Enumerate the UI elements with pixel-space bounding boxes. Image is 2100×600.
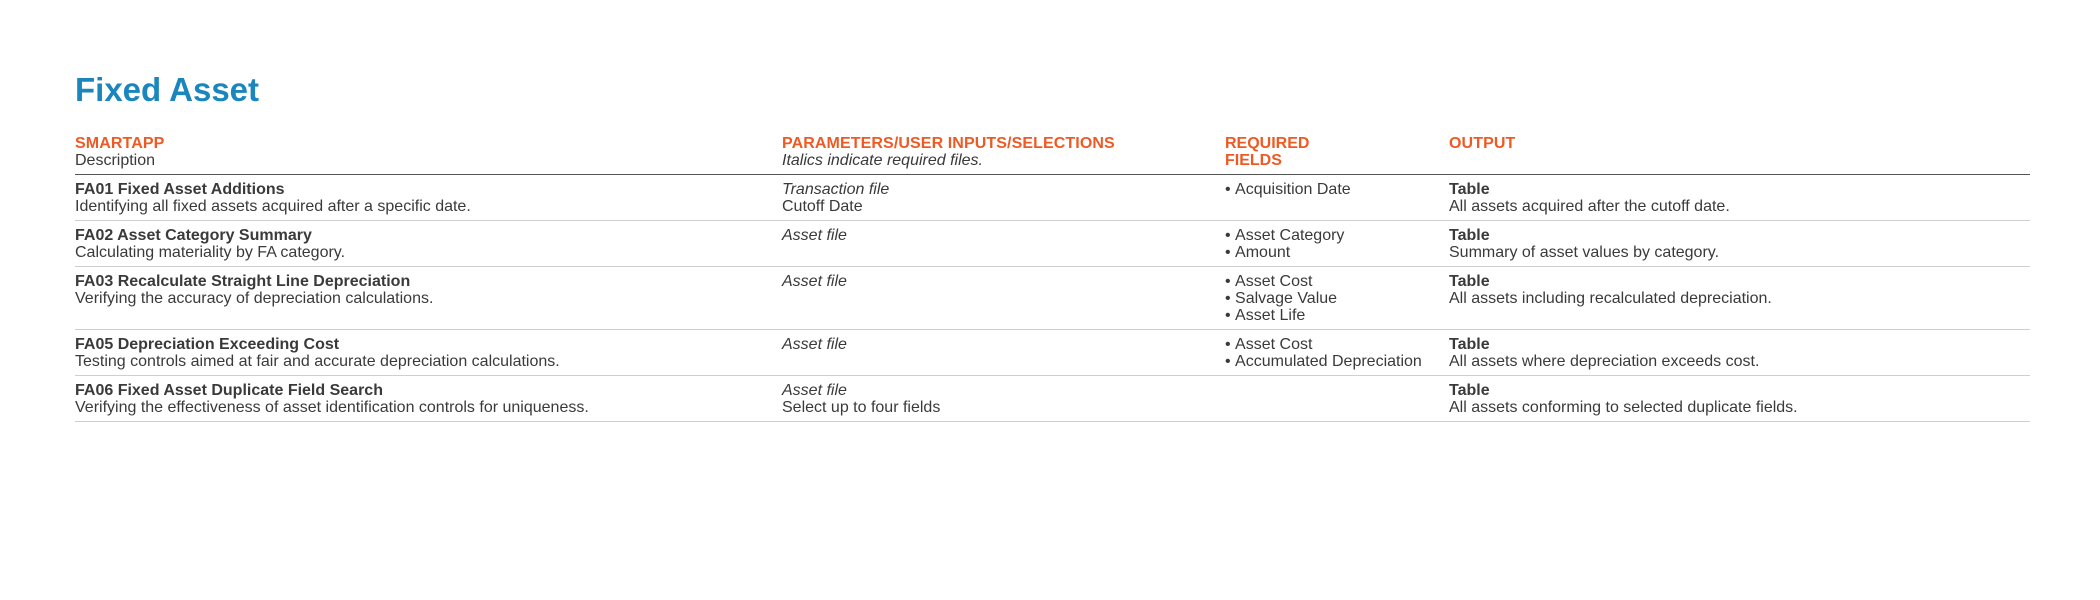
output-type: Table bbox=[1449, 181, 1490, 198]
params-cell bbox=[782, 227, 1225, 261]
table-row bbox=[75, 267, 2030, 330]
output-description: All assets including recalculated depreciation. bbox=[1449, 290, 1772, 307]
required-field: • Asset Cost bbox=[1225, 273, 1449, 290]
output-cell bbox=[1449, 227, 2030, 261]
output-cell bbox=[1449, 181, 2030, 215]
params-cell bbox=[782, 336, 1225, 370]
required-field: • Asset Life bbox=[1225, 307, 1449, 324]
param-file: Asset file bbox=[782, 227, 847, 244]
required-field: • Salvage Value bbox=[1225, 290, 1449, 307]
header-smartapp bbox=[75, 135, 782, 169]
header-params bbox=[782, 135, 1225, 169]
table-row bbox=[75, 330, 2030, 376]
output-cell bbox=[1449, 336, 2030, 370]
required-fields-list bbox=[1225, 227, 1449, 261]
smartapp-name: FA01 Fixed Asset Additions bbox=[75, 181, 285, 198]
smartapp-name: FA05 Depreciation Exceeding Cost bbox=[75, 336, 340, 353]
page-title: Fixed Asset bbox=[75, 71, 260, 108]
header-required-line2: FIELDS bbox=[1225, 152, 1282, 169]
param-file: Asset file bbox=[782, 273, 847, 290]
smartapp-name: FA03 Recalculate Straight Line Depreciation bbox=[75, 273, 411, 290]
output-type: Table bbox=[1449, 336, 1490, 353]
smartapp-name: FA06 Fixed Asset Duplicate Field Search bbox=[75, 382, 383, 399]
output-description: All assets conforming to selected duplicate fields. bbox=[1449, 399, 1798, 416]
smartapp-cell bbox=[75, 382, 782, 416]
required-field: • Acquisition Date bbox=[1225, 181, 1449, 198]
param-extra: Cutoff Date bbox=[782, 198, 863, 215]
required-cell bbox=[1225, 273, 1449, 324]
header-required bbox=[1225, 135, 1449, 169]
smartapp-description: Identifying all fixed assets acquired after a specific date. bbox=[75, 198, 471, 215]
output-type: Table bbox=[1449, 382, 1490, 399]
output-type: Table bbox=[1449, 273, 1490, 290]
header-smartapp-title: SMARTAPP bbox=[75, 135, 165, 152]
required-field: • Amount bbox=[1225, 244, 1449, 261]
params-cell bbox=[782, 273, 1225, 324]
output-description: All assets acquired after the cutoff date. bbox=[1449, 198, 1730, 215]
output-cell bbox=[1449, 382, 2030, 416]
required-fields-list bbox=[1225, 181, 1449, 198]
smartapp-cell bbox=[75, 336, 782, 370]
smartapp-description: Calculating materiality by FA category. bbox=[75, 244, 346, 261]
params-cell bbox=[782, 382, 1225, 416]
output-type: Table bbox=[1449, 227, 1490, 244]
table-header-row bbox=[75, 135, 2030, 175]
table-row bbox=[75, 175, 2030, 221]
required-field: • Accumulated Depreciation bbox=[1225, 353, 1449, 370]
header-output bbox=[1449, 135, 2030, 169]
smartapp-description: Verifying the effectiveness of asset identification controls for uniqueness. bbox=[75, 399, 589, 416]
header-required-line1: REQUIRED bbox=[1225, 135, 1310, 152]
required-field: • Asset Category bbox=[1225, 227, 1449, 244]
smartapp-cell bbox=[75, 181, 782, 215]
smartapp-cell bbox=[75, 227, 782, 261]
header-params-sub: Italics indicate required files. bbox=[782, 152, 983, 169]
param-file: Asset file bbox=[782, 382, 847, 399]
required-cell bbox=[1225, 181, 1449, 215]
required-field: • Asset Cost bbox=[1225, 336, 1449, 353]
header-smartapp-sub: Description bbox=[75, 152, 156, 169]
required-fields-list bbox=[1225, 273, 1449, 324]
output-description: All assets where depreciation exceeds cost. bbox=[1449, 353, 1760, 370]
required-cell bbox=[1225, 382, 1449, 416]
smartapp-table bbox=[75, 135, 2030, 422]
table-row bbox=[75, 221, 2030, 267]
param-extra: Select up to four fields bbox=[782, 399, 941, 416]
required-cell bbox=[1225, 336, 1449, 370]
smartapp-description: Testing controls aimed at fair and accurate depreciation calculations. bbox=[75, 353, 560, 370]
params-cell bbox=[782, 181, 1225, 215]
header-params-title: PARAMETERS/USER INPUTS/SELECTIONS bbox=[782, 135, 1115, 152]
param-file: Asset file bbox=[782, 336, 847, 353]
output-description: Summary of asset values by category. bbox=[1449, 244, 1720, 261]
table-row bbox=[75, 376, 2030, 422]
param-file: Transaction file bbox=[782, 181, 890, 198]
smartapp-cell bbox=[75, 273, 782, 324]
output-cell bbox=[1449, 273, 2030, 324]
required-cell bbox=[1225, 227, 1449, 261]
smartapp-name: FA02 Asset Category Summary bbox=[75, 227, 312, 244]
header-output-title: OUTPUT bbox=[1449, 135, 1516, 152]
required-fields-list bbox=[1225, 336, 1449, 370]
smartapp-description: Verifying the accuracy of depreciation calculations. bbox=[75, 290, 434, 307]
